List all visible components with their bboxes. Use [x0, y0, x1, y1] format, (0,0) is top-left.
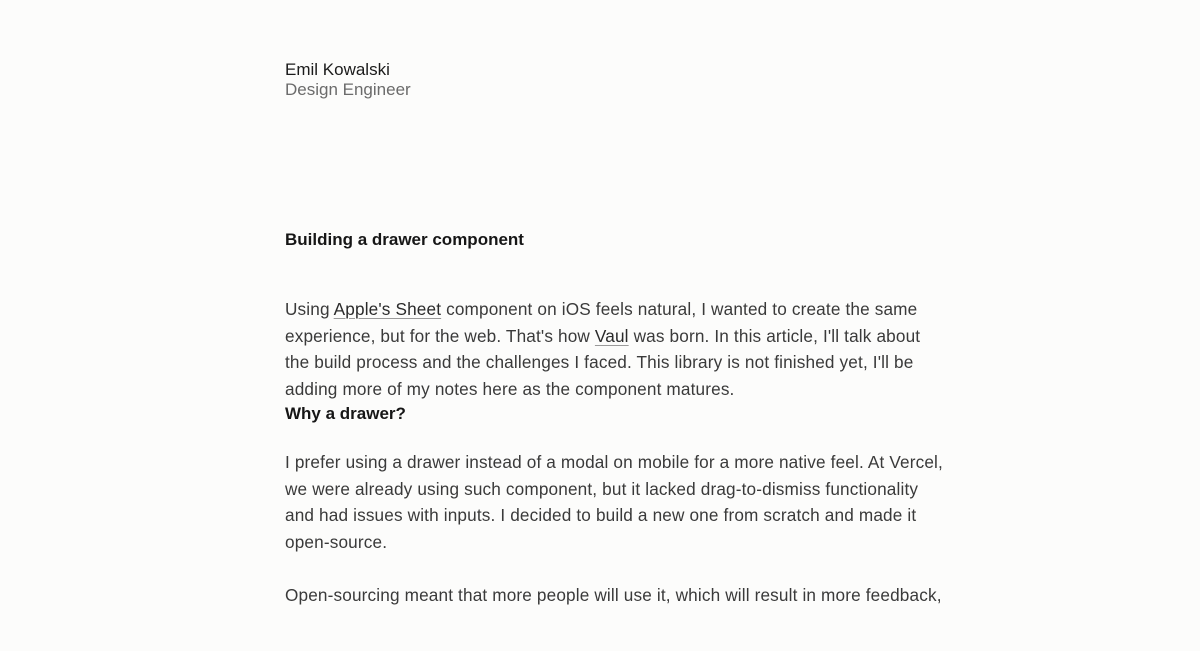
article-title: Building a drawer component — [285, 230, 524, 249]
intro-paragraph — [285, 296, 945, 403]
site-header — [285, 60, 945, 100]
intro-text-2: component on iOS feels natural, I wanted to create the same experience, but for the web. That's how — [285, 299, 918, 346]
vaul-link[interactable]: Vaul — [594, 325, 629, 346]
why-drawer-paragraph-1: I prefer using a drawer instead of a modal on mobile for a more native feel. At Vercel, we were already using such component, but it lacked drag-to-dismiss functionality and had issues with inputs. I decided to build a new one from scratch and made it open-source. — [285, 451, 943, 552]
article — [285, 229, 945, 608]
author-name[interactable]: Emil Kowalski — [285, 60, 390, 79]
intro-text-1: Using — [285, 299, 334, 319]
intro-text-3: was born. In this article, I'll talk about the build process and the challenges I faced. This library is not finished yet, I'll be adding more of my notes here as the component matures. — [285, 325, 921, 400]
why-drawer-paragraph-2: Open-sourcing meant that more people will use it, which will result in more feedback, — [285, 584, 942, 605]
author-role: Design Engineer — [285, 80, 411, 99]
section-title-why-drawer: Why a drawer? — [285, 403, 406, 423]
apple-sheet-link[interactable]: Apple's Sheet — [333, 299, 442, 319]
